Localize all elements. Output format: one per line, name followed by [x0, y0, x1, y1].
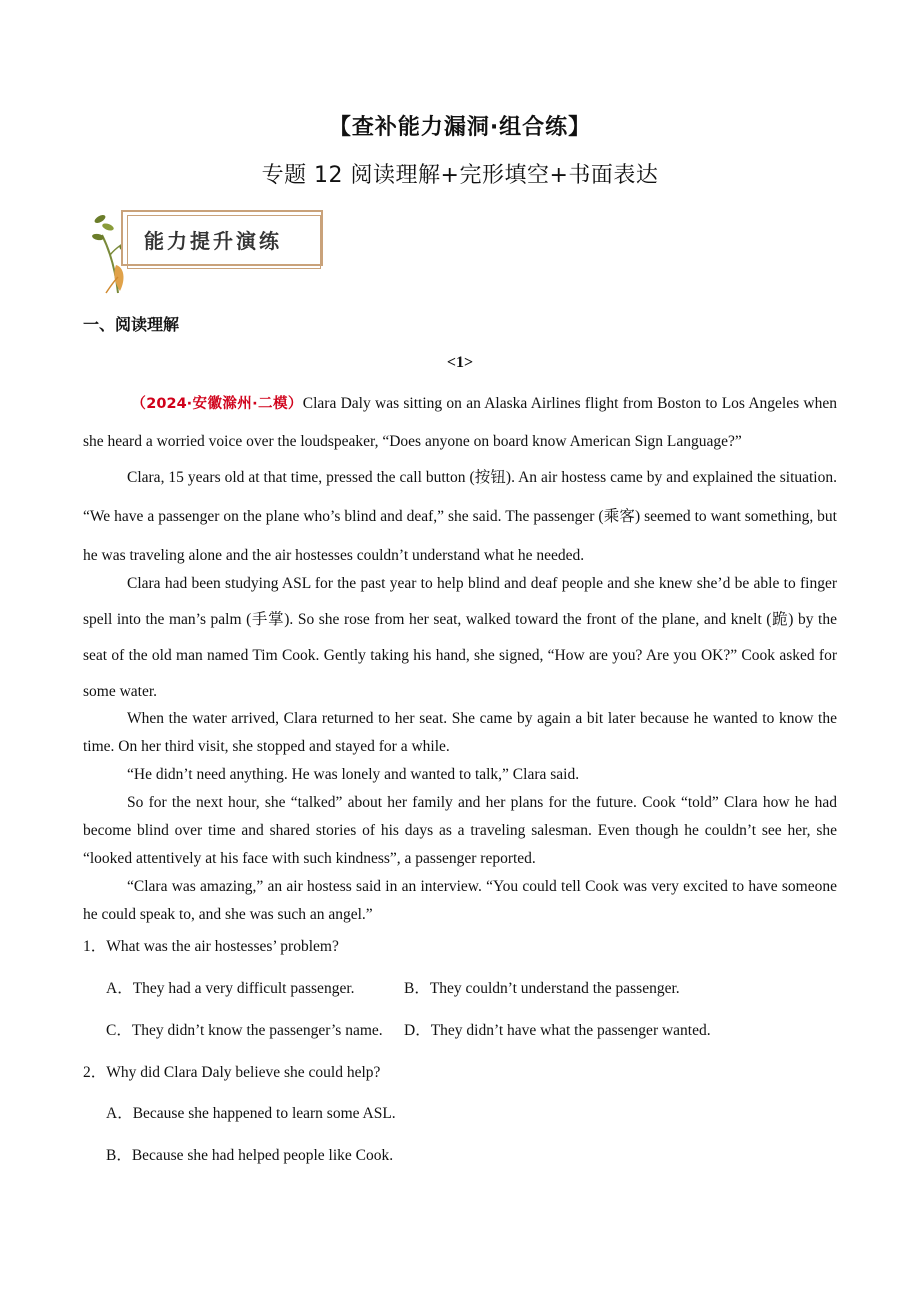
- question-1: 1．What was the air hostesses’ problem?: [83, 938, 339, 955]
- question-2-option-a: A．Because she happened to learn some ASL.: [106, 1105, 396, 1122]
- paragraph-3: Clara had been studying ASL for the past year to help blind and deaf people and she knew she’d be able to finger spell into the man’s palm (手掌). So she rose from her seat, walked toward the front of the plane, and knelt (跪) by the seat of the old man named Tim Cook. Gently taking his hand, she signed, “How are you? Are you OK?” Cook asked for some water.: [83, 575, 837, 700]
- question-2-option-b: B．Because she had helped people like Cook.: [106, 1147, 394, 1164]
- question-1-option-d: D．They didn’t have what the passenger wanted.: [404, 1022, 711, 1039]
- section-banner: [88, 205, 333, 297]
- document-title: 【查补能力漏洞·组合练】: [328, 115, 592, 140]
- document-subtitle: 专题 12 阅读理解+完形填空+书面表达: [261, 163, 659, 188]
- paragraph-7: “Clara was amazing,” an air hostess said in an interview. “You could tell Cook was very excited to have someone he could speak to, and she was such an angel.”: [83, 878, 837, 923]
- question-2: 2．Why did Clara Daly believe she could help?: [83, 1064, 381, 1081]
- banner-label: 能力提升演练: [144, 229, 282, 253]
- section-heading: 一、阅读理解: [83, 315, 180, 334]
- paragraph-6: So for the next hour, she “talked” about her family and her plans for the future. Cook “told” Clara how he had become blind over time and shared stories of his days as a traveling salesman. Even though he couldn’t see her, she “looked attentively at his face with such kindness”, a passenger reported.: [83, 794, 837, 867]
- paragraph-1: [83, 385, 837, 460]
- question-1-option-a: A．They had a very difficult passenger.: [106, 980, 355, 997]
- source-tag: （2024·安徽滁州·二模）: [131, 396, 303, 412]
- paragraph-5: “He didn’t need anything. He was lonely and wanted to talk,” Clara said.: [127, 766, 580, 783]
- passage-number: <1>: [446, 354, 474, 371]
- question-1-option-b: B．They couldn’t understand the passenger.: [404, 980, 680, 997]
- paragraph-1-text: Clara Daly was sitting on an Alaska Airlines flight from Boston to Los Angeles when she heard a worried voice over the loudspeaker, “Does anyone on board know American Sign Language?”: [83, 395, 837, 450]
- paragraph-4: When the water arrived, Clara returned to her seat. She came by again a bit later because he wanted to know the time. On her third visit, she stopped and stayed for a while.: [83, 710, 837, 755]
- paragraph-2: Clara, 15 years old at that time, pressed the call button (按钮). An air hostess came by and explained the situation. “We have a passenger on the plane who’s blind and deaf,” she said. The passenger (乘客) seemed to want something, but he was traveling alone and the air hostesses couldn’t understand what he needed.: [83, 469, 837, 564]
- question-1-option-c: C．They didn’t know the passenger’s name.: [106, 1022, 383, 1039]
